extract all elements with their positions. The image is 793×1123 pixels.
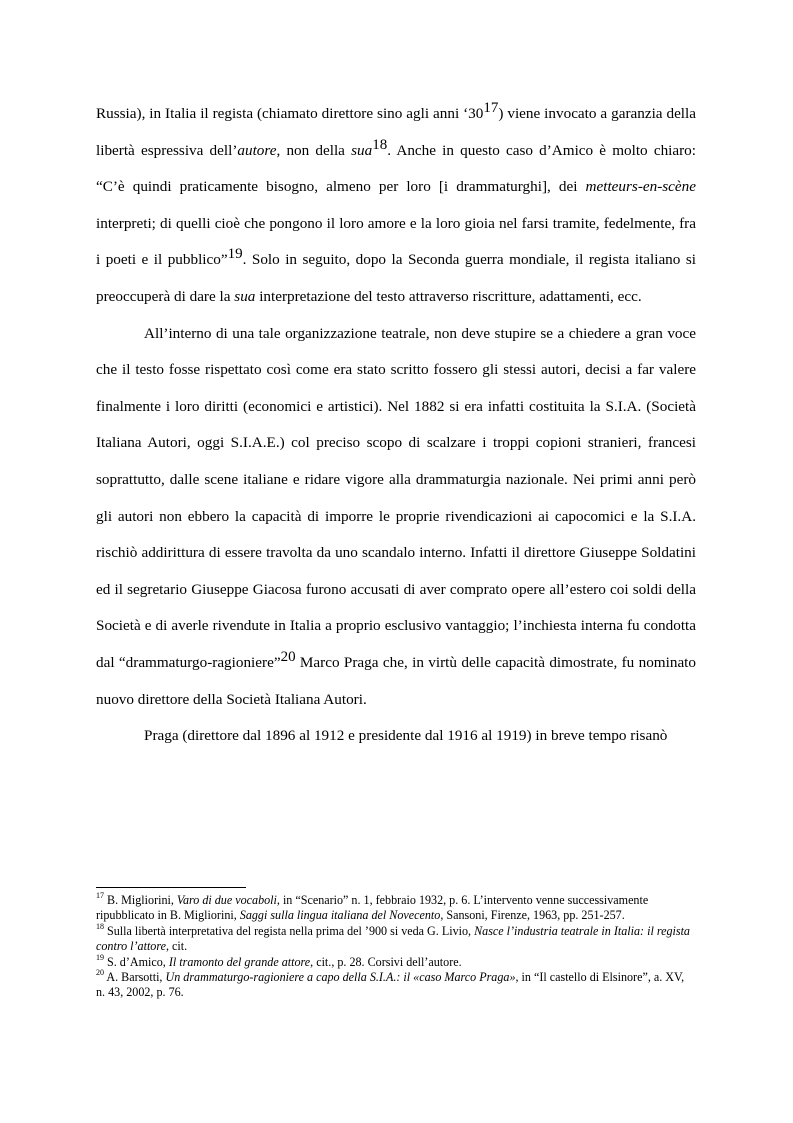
italic-text: autore (237, 141, 277, 159)
footnote-reference: 20 (280, 648, 296, 665)
italic-text: Saggi sulla lingua italiana del Novecento (239, 908, 441, 923)
text-run: interpreti; di quelli cioè che pongono il loro amore e la loro gioia nel farsi tramite, fedelmente, fra i poeti e il pubblico” (96, 214, 696, 269)
footnote (96, 921, 696, 955)
footnote-reference: 18 (372, 136, 388, 153)
footnote-number: 20 (96, 968, 104, 978)
text-run: All’interno di una tale organizzazione teatrale, non deve stupire se a chiedere a gran voce che il testo fosse rispettato così come era stato scritto fossero gli stessi autori, decisi a far valere finalmente i loro diritti (economici e artistici). Nel 1882 si era infatti costituita la S.I.A. (Società Italiana Autori, oggi S.I.A.E.) col preciso scopo di scalzare i troppi copioni stranieri, francesi soprattutto, dalle scene italiane e ridare vigore alla drammaturgia nazionale. Nei primi anni però gli autori non ebbero la capacità di imporre le proprie rivendicazioni ai capocomici e la S.I.A. rischiò addirittura di essere travolta da uno scandalo interno. Infatti il direttore Giuseppe Soldatini ed il segretario Giuseppe Giacosa furono accusati di aver comprato opere all’estero coi soldi della Società e di averle rivendute in Italia a proprio esclusivo vantaggio; l’inchiesta interna fu condotta dal “drammaturgo-ragioniere” (96, 324, 696, 671)
footnote-reference: 17 (483, 100, 499, 116)
footnote-reference: 19 (227, 246, 243, 263)
text-run: Marco Praga che, in virtù delle capacità dimostrate, fu nominato nuovo direttore della Società Italiana Autori. (96, 653, 696, 708)
footnotes (96, 893, 696, 1001)
footnote-number: 17 (96, 891, 104, 900)
text-run: B. Migliorini, (104, 893, 177, 907)
body-text (96, 96, 696, 755)
text-run: , cit., p. 28. Corsivi dell’autore. (310, 954, 462, 969)
text-run: Praga (direttore dal 1896 al 1912 e presidente dal 1916 al 1919) in breve tempo risanò (144, 727, 668, 745)
italic-text: Il tramonto del grande attore (168, 954, 311, 969)
italic-text: Varo di due vocaboli (176, 893, 277, 907)
paragraph (96, 316, 696, 719)
text-run: ) viene invocato a garanzia della libertà espressiva dell’ (96, 105, 696, 159)
text-run: Sulla libertà interpretativa del regista nella prima del ’900 si veda G. Livio, (104, 923, 475, 938)
paragraph (96, 96, 696, 316)
text-run: , in “Il castello di Elsinore”, a. XV, n. 43, 2002, p. 76. (96, 970, 685, 1000)
italic-text: sua (234, 287, 256, 305)
text-run: interpretazione del testo attraverso riscritture, adattamenti, ecc. (255, 287, 642, 305)
text-run: , Sansoni, Firenze, 1963, pp. 251-257. (440, 908, 625, 923)
italic-text: Un drammaturgo-ragioniere a capo della S.I.A.: il «caso Marco Praga» (165, 970, 516, 985)
italic-text: sua (351, 141, 373, 159)
text-run: S. d’Amico, (104, 954, 169, 969)
footnote-number: 18 (96, 921, 104, 931)
footnote (96, 970, 696, 1001)
text-run: . Anche in questo caso d’Amico è molto chiaro: “C’è quindi praticamente bisogno, almeno per loro [i drammaturghi], dei (96, 141, 696, 196)
paragraph (96, 718, 696, 755)
italic-text: Nasce l’industria teatrale in Italia: il regista contro l’attore (96, 923, 690, 954)
footnote (96, 952, 696, 970)
text-run: , cit. (165, 939, 188, 954)
footnote-separator (96, 887, 246, 888)
text-run: , in “Scenario” n. 1, febbraio 1932, p. 6. L’intervento venne successivamente ripubblicato in B. Migliorini, (96, 893, 649, 923)
italic-text: metteurs-en-scène (585, 178, 696, 196)
text-run: A. Barsotti, (104, 970, 166, 985)
text-run: Russia), in Italia il regista (chiamato direttore sino agli anni ‘30 (96, 105, 484, 122)
text-run: . Solo in seguito, dopo la Seconda guerra mondiale, il regista italiano si preoccuperà di dare la (96, 251, 696, 305)
text-run: , non della (276, 141, 352, 159)
footnote-number: 19 (96, 952, 104, 962)
footnote (96, 893, 696, 924)
